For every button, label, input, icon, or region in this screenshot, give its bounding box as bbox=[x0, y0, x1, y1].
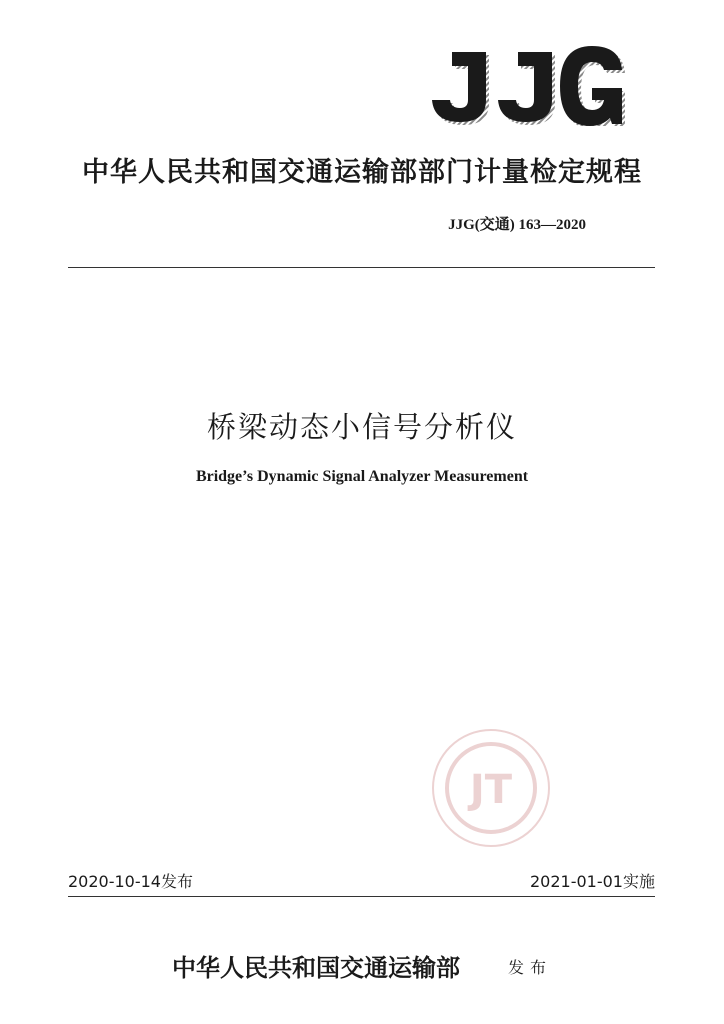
logo-letter-j-1 bbox=[432, 52, 489, 125]
jt-seal-text: JT bbox=[469, 767, 513, 813]
publish-label: 发布 bbox=[508, 958, 553, 977]
implementation-date: 2021-01-01实施 bbox=[530, 872, 655, 891]
top-divider bbox=[68, 267, 655, 268]
publisher-name: 中华人民共和国交通运输部 bbox=[172, 953, 460, 982]
bottom-divider bbox=[68, 896, 655, 897]
jt-seal-graphic bbox=[430, 727, 552, 849]
issuer-title: 中华人民共和国交通运输部部门计量检定规程 bbox=[82, 157, 642, 188]
logo-letter-j-2 bbox=[498, 52, 555, 125]
document-title-zh: 桥梁动态小信号分析仪 bbox=[206, 410, 517, 444]
jjg-logo bbox=[422, 46, 632, 126]
standard-code: JJG(交通) 163—2020 bbox=[448, 217, 586, 233]
issue-date: 2020-10-14发布 bbox=[68, 872, 193, 891]
jt-watermark-seal bbox=[430, 727, 552, 849]
logo-letter-g bbox=[560, 46, 625, 126]
jjg-logo-graphic bbox=[422, 46, 632, 126]
document-title-en: Bridge’s Dynamic Signal Analyzer Measurement bbox=[195, 468, 529, 485]
